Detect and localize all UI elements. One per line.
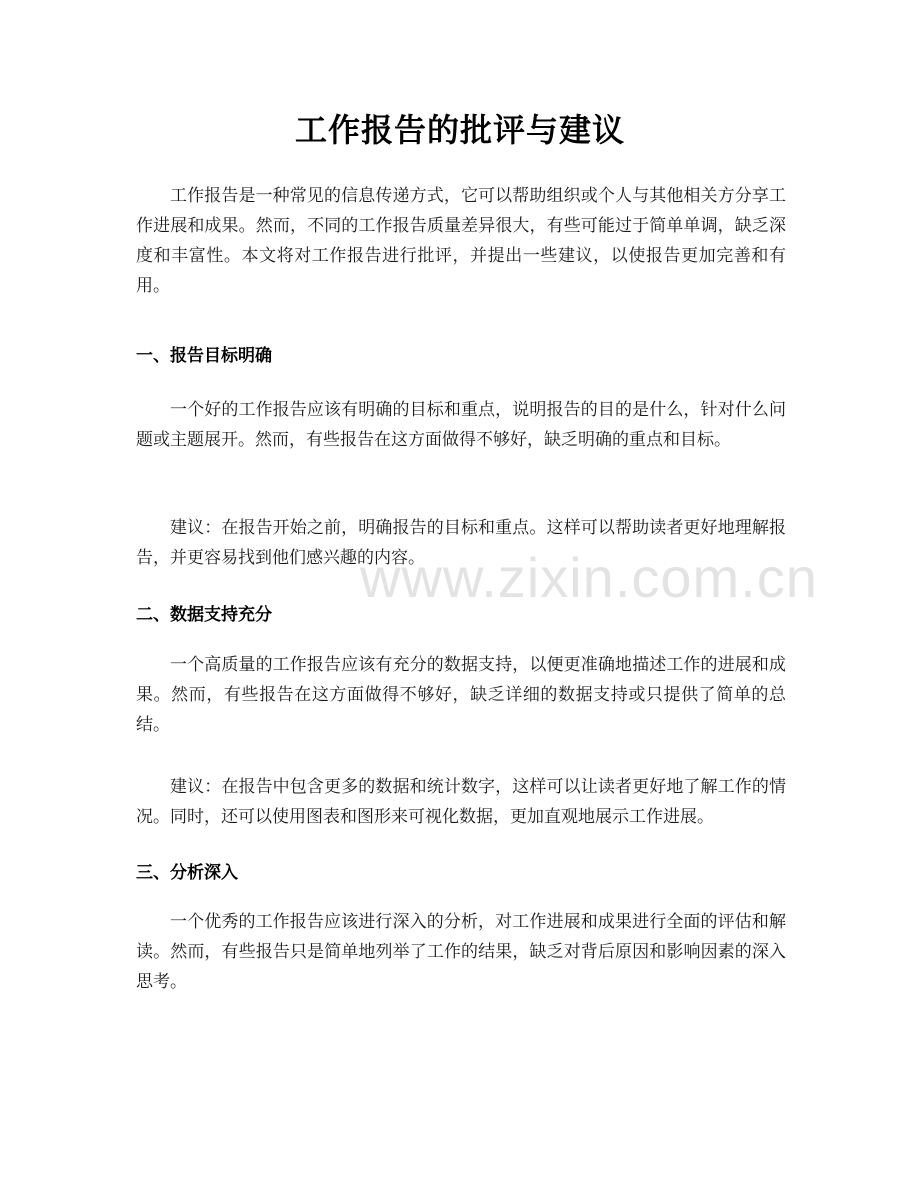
section-3-critique: 一个优秀的工作报告应该进行深入的分析，对工作进展和成果进行全面的评估和解读。然而，有些报告只是简单地列举了工作的结果，缺乏对背后原因和影响因素的深入思考。: [136, 912, 786, 992]
document-title: 工作报告的批评与建议: [294, 111, 625, 149]
section-2-heading: 二、数据支持充分: [136, 605, 272, 625]
section-3-heading: 三、分析深入: [136, 863, 238, 883]
section-1-suggestion: 建议：在报告开始之前，明确报告的目标和重点。这样可以帮助读者更好地理解报告，并更容易找到他们感兴趣的内容。: [136, 518, 786, 568]
section-2-critique: 一个高质量的工作报告应该有充分的数据支持，以便更准确地描述工作的进展和成果。然而，有些报告在这方面做得不够好，缺乏详细的数据支持或只提供了简单的总结。: [136, 655, 786, 735]
section-1-critique: 一个好的工作报告应该有明确的目标和重点，说明报告的目的是什么，针对什么问题或主题展开。然而，有些报告在这方面做得不够好，缺乏明确的重点和目标。: [136, 400, 786, 450]
intro-paragraph: 工作报告是一种常见的信息传递方式，它可以帮助组织或个人与其他相关方分享工作进展和成果。然而，不同的工作报告质量差异很大，有些可能过于简单单调，缺乏深度和丰富性。本文将对工作报告进行批评，并提出一些建议，以使报告更加完善和有用。: [136, 186, 786, 296]
watermark: www.zixin.com.cn: [360, 546, 818, 609]
section-1-heading: 一、报告目标明确: [136, 346, 272, 366]
section-2-suggestion: 建议：在报告中包含更多的数据和统计数字，这样可以让读者更好地了解工作的情况。同时，还可以使用图表和图形来可视化数据，更加直观地展示工作进展。: [136, 777, 786, 827]
